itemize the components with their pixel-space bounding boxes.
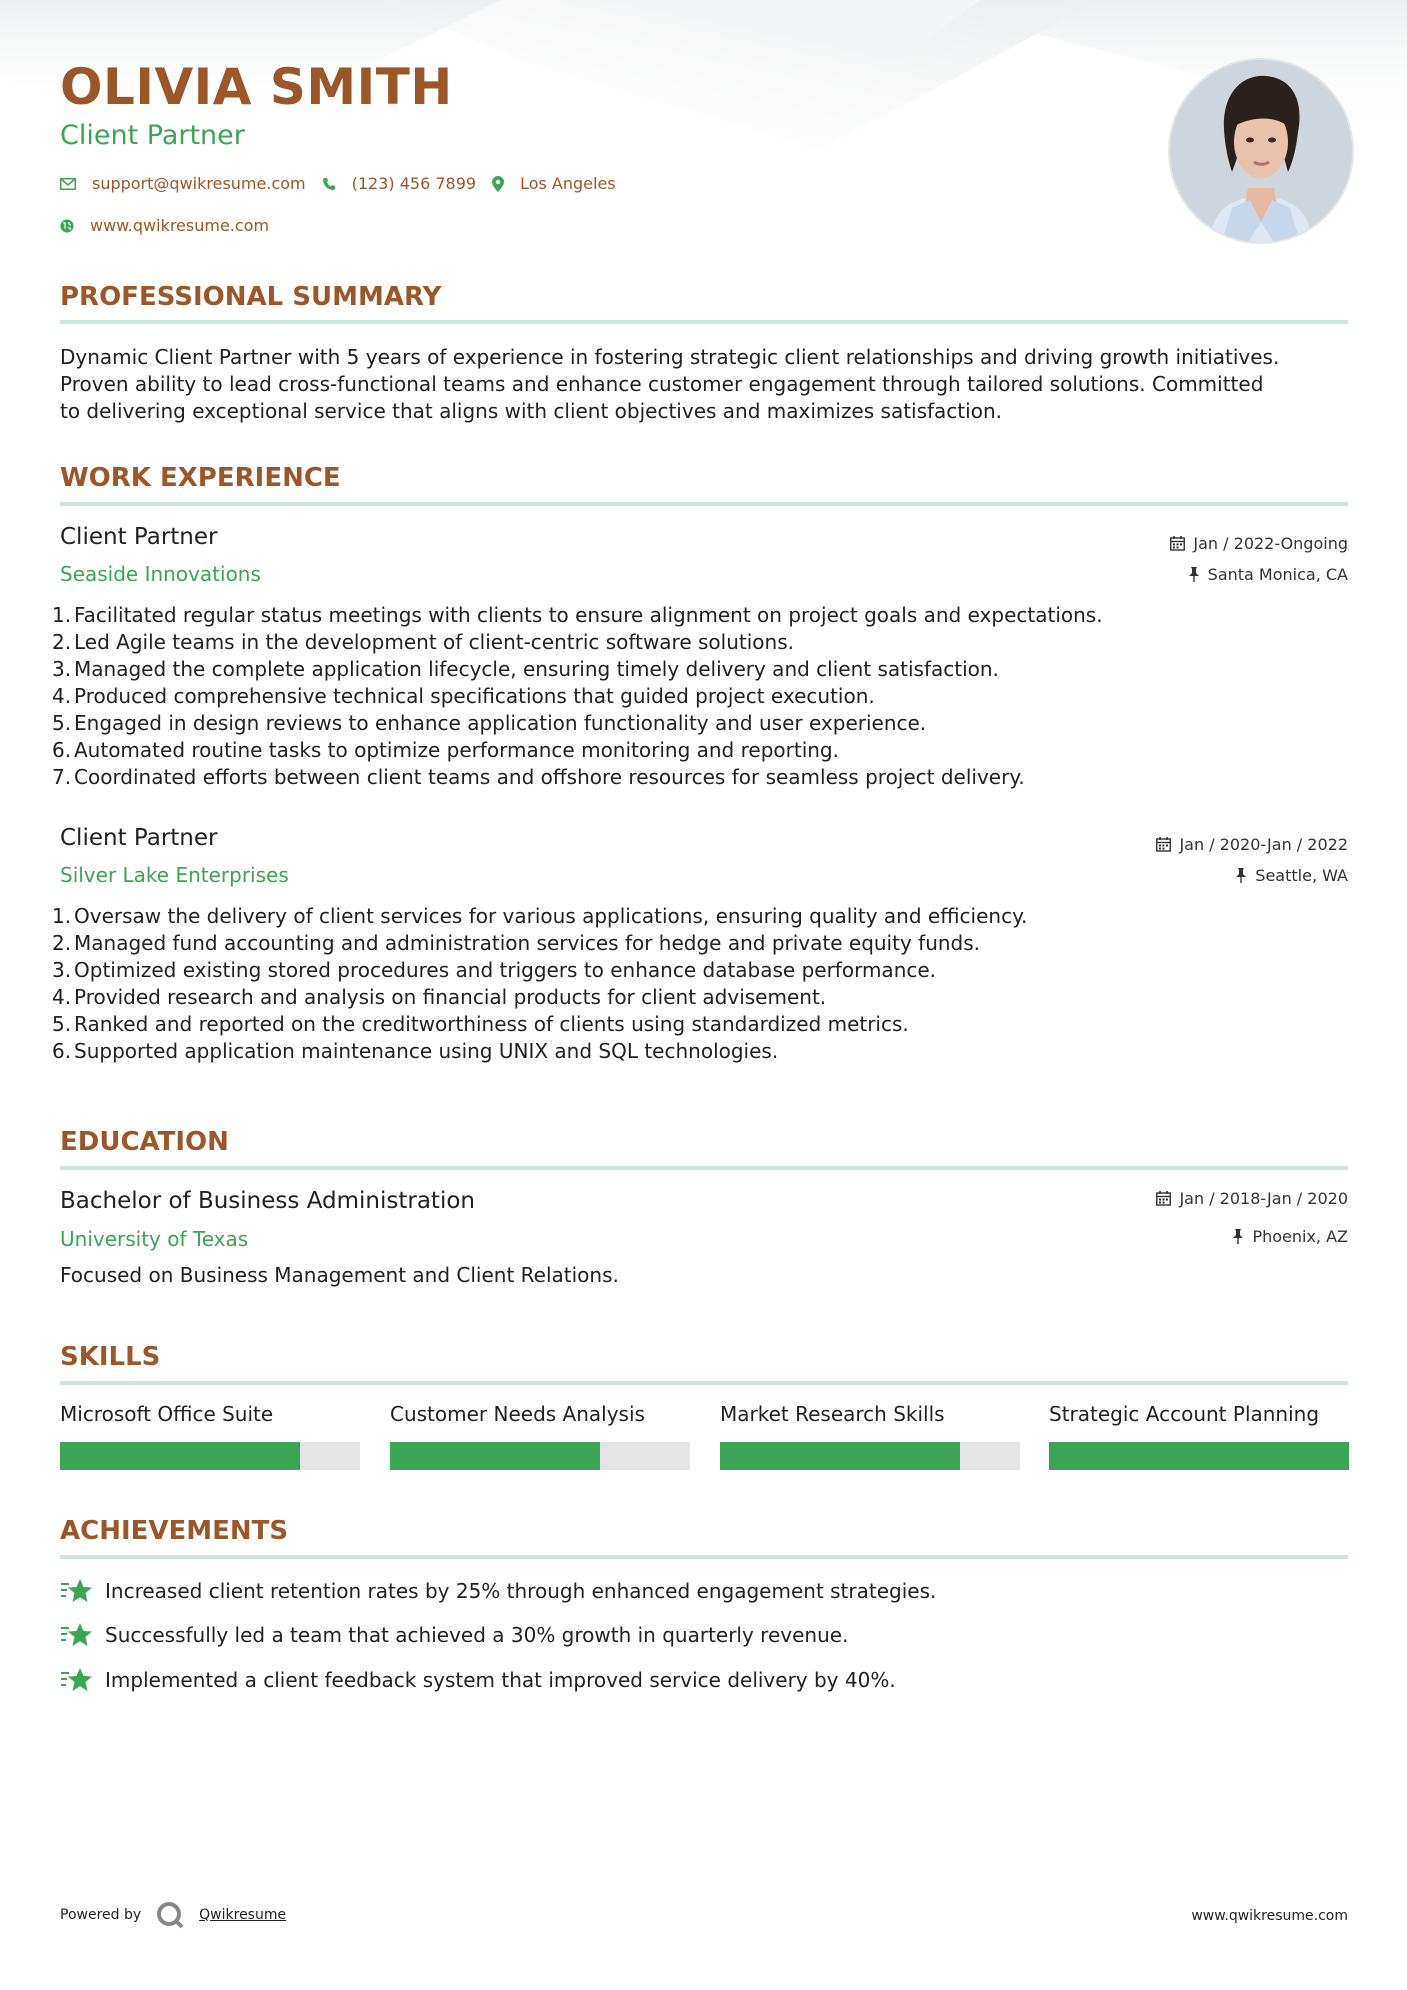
list-item: 5. Ranked and reported on the creditworthiness of clients using standardized metrics. <box>52 1012 909 1036</box>
calendar-icon <box>1156 1191 1171 1206</box>
education-heading: EDUCATION <box>60 1127 229 1157</box>
job-company: Seaside Innovations <box>60 562 261 586</box>
star-icon <box>60 1667 93 1693</box>
envelope-icon <box>60 178 76 190</box>
website-text: www.qwikresume.com <box>90 216 270 235</box>
education-description: Focused on Business Management and Client Relations. <box>60 1263 619 1287</box>
list-item: 3. Optimized existing stored procedures and triggers to enhance database performance. <box>52 958 937 982</box>
summary-text <box>60 344 1348 425</box>
contact-email[interactable] <box>60 174 306 193</box>
pushpin-icon <box>1232 1229 1244 1244</box>
degree-title: Bachelor of Business Administration <box>60 1188 475 1214</box>
achievements-heading: ACHIEVEMENTS <box>60 1516 289 1546</box>
location-text: Seattle, WA <box>1255 866 1348 885</box>
powered-by <box>60 1900 286 1930</box>
map-pin-icon <box>492 176 504 192</box>
pushpin-icon <box>1235 868 1247 883</box>
list-item: 7. Coordinated efforts between client teams and offshore resources for seamless project delivery. <box>52 765 1025 789</box>
summary-line: to delivering exceptional service that aligns with client objectives and maximizes satisfaction. <box>60 399 1002 423</box>
star-icon <box>60 1578 93 1604</box>
calendar-icon <box>1170 536 1185 551</box>
contact-row <box>60 174 632 193</box>
list-item: 6. Automated routine tasks to optimize performance monitoring and reporting. <box>52 738 839 762</box>
achievement-item <box>60 1667 896 1693</box>
footer-website[interactable]: www.qwikresume.com <box>1191 1908 1348 1924</box>
education-dates <box>1156 1189 1348 1208</box>
pushpin-icon <box>1188 567 1200 582</box>
dates-text: Jan / 2018-Jan / 2020 <box>1179 1189 1348 1208</box>
location-text: Los Angeles <box>520 174 616 193</box>
list-item: 4. Produced comprehensive technical specifications that guided project execution. <box>52 684 875 708</box>
globe-icon <box>60 219 74 233</box>
portrait-illustration <box>1170 60 1352 242</box>
powered-by-label: Powered by <box>60 1907 142 1923</box>
section-divider <box>60 320 1348 324</box>
skill-bar-fill <box>720 1442 960 1470</box>
achievement-text: Increased client retention rates by 25% through enhanced engagement strategies. <box>105 1579 937 1603</box>
location-text: Santa Monica, CA <box>1207 565 1348 584</box>
email-text: support@qwikresume.com <box>92 174 306 193</box>
skill-item <box>390 1402 690 1470</box>
section-divider <box>60 502 1348 506</box>
skill-name: Strategic Account Planning <box>1049 1402 1320 1426</box>
dates-text: Jan / 2020-Jan / 2022 <box>1179 835 1348 854</box>
list-item: 1. Oversaw the delivery of client services for various applications, ensuring quality and efficiency. <box>52 904 1028 928</box>
achievement-item <box>60 1622 848 1648</box>
achievement-item <box>60 1578 936 1604</box>
list-item: 4. Provided research and analysis on financial products for client advisement. <box>52 985 827 1009</box>
phone-icon <box>322 177 336 191</box>
summary-line: Proven ability to lead cross-functional teams and enhance customer engagement through tailored solutions. Committed <box>60 372 1264 396</box>
skill-bar-fill <box>60 1442 300 1470</box>
list-item: 3. Managed the complete application lifecycle, ensuring timely delivery and client satisfaction. <box>52 657 999 681</box>
skill-bar <box>720 1442 1020 1470</box>
skill-bar <box>390 1442 690 1470</box>
skill-bar <box>1049 1442 1349 1470</box>
phone-text: (123) 456 7899 <box>351 174 477 193</box>
location-text: Phoenix, AZ <box>1252 1227 1348 1246</box>
contact-website[interactable] <box>60 216 285 235</box>
section-divider <box>60 1166 1348 1170</box>
achievement-text: Implemented a client feedback system that improved service delivery by 40%. <box>105 1668 896 1692</box>
list-item: 6. Supported application maintenance using UNIX and SQL technologies. <box>52 1039 779 1063</box>
profile-photo <box>1168 58 1354 244</box>
contact-location <box>492 174 616 193</box>
skill-bar-fill <box>390 1442 600 1470</box>
candidate-name: OLIVIA SMITH <box>60 58 453 116</box>
list-item: 2. Led Agile teams in the development of client-centric software solutions. <box>52 630 794 654</box>
list-item: 2. Managed fund accounting and administration services for hedge and private equity funds. <box>52 931 981 955</box>
achievement-text: Successfully led a team that achieved a 30% growth in quarterly revenue. <box>105 1623 849 1647</box>
list-item: 5. Engaged in design reviews to enhance application functionality and user experience. <box>52 711 927 735</box>
job-title: Client Partner <box>60 825 218 851</box>
skill-bar-fill <box>1049 1442 1349 1470</box>
qwikresume-logo-icon <box>155 1900 185 1930</box>
job-location <box>1188 565 1348 584</box>
dates-text: Jan / 2022-Ongoing <box>1193 534 1348 553</box>
job-bullets <box>52 602 1103 791</box>
job-bullets <box>52 903 1027 1065</box>
calendar-icon <box>1156 837 1171 852</box>
education-location <box>1232 1227 1348 1246</box>
school-name: University of Texas <box>60 1227 249 1251</box>
skill-name: Customer Needs Analysis <box>390 1402 645 1426</box>
experience-heading: WORK EXPERIENCE <box>60 463 341 493</box>
candidate-role: Client Partner <box>60 120 245 151</box>
brand-link[interactable]: Qwikresume <box>199 1907 287 1923</box>
skill-item <box>1049 1402 1349 1470</box>
summary-line: Dynamic Client Partner with 5 years of experience in fostering strategic client relationships and driving growth initiatives. <box>60 345 1280 369</box>
skill-item <box>720 1402 1020 1470</box>
job-location <box>1235 866 1348 885</box>
job-title: Client Partner <box>60 524 218 550</box>
summary-heading: PROFESSIONAL SUMMARY <box>60 282 442 312</box>
section-divider <box>60 1555 1348 1559</box>
skill-bar <box>60 1442 360 1470</box>
job-company: Silver Lake Enterprises <box>60 863 289 887</box>
skill-name: Microsoft Office Suite <box>60 1402 274 1426</box>
skills-heading: SKILLS <box>60 1342 161 1372</box>
list-item: 1. Facilitated regular status meetings with clients to ensure alignment on project goals and expectations. <box>52 603 1103 627</box>
skill-name: Market Research Skills <box>720 1402 945 1426</box>
job-dates <box>1170 534 1348 553</box>
star-icon <box>60 1622 93 1648</box>
section-divider <box>60 1381 1348 1385</box>
contact-phone[interactable] <box>322 174 476 193</box>
job-dates <box>1156 835 1348 854</box>
skill-item <box>60 1402 360 1470</box>
